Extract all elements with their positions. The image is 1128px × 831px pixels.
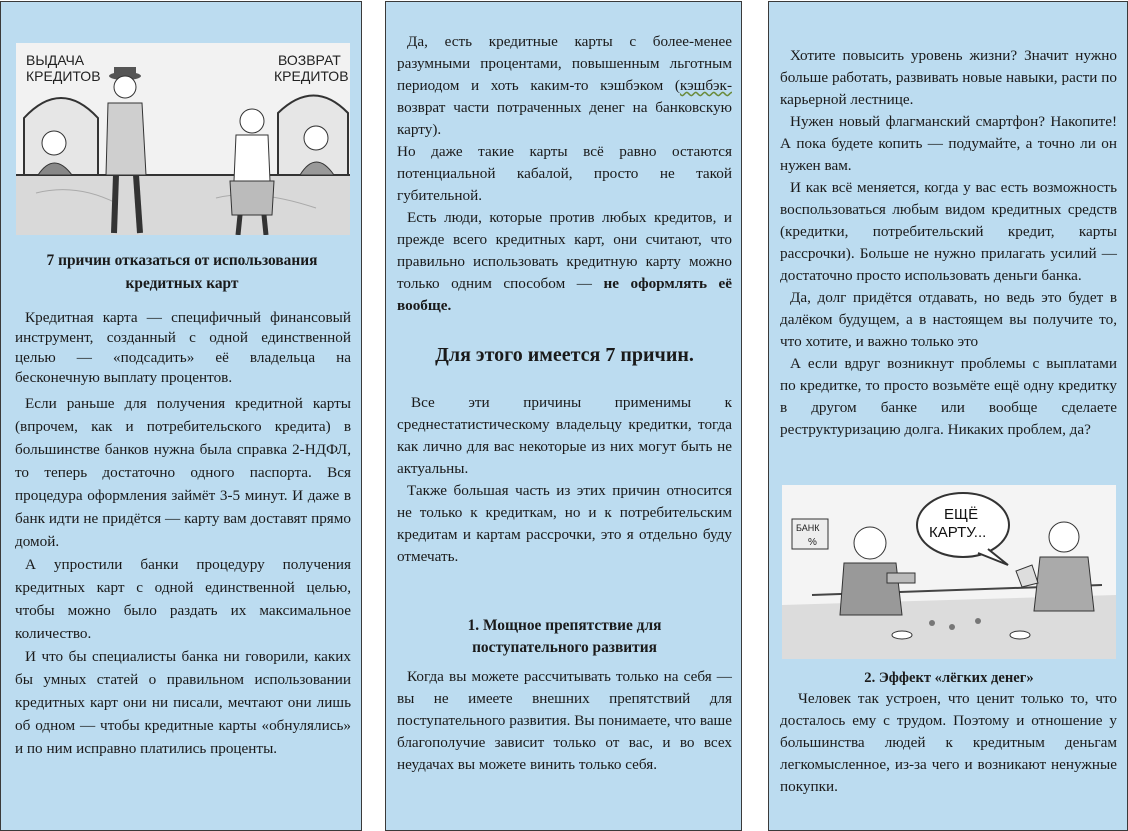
col3-paragraph-3: И как всё меняется, когда у вас есть возможность воспользоваться любым видом кредитных средств (кредитки, потребительский кредит, карты рассрочки). Больше не нужно прилагать усилий — достаточно просто использовать деньги банка. bbox=[780, 179, 1117, 284]
bubble-line1: ЕЩЁ bbox=[944, 506, 979, 523]
section-subtitle: Для этого имеется 7 причин. bbox=[435, 344, 694, 366]
col3-paragraph-1: Хотите повысить уровень жизни? Значит нужно больше работать, развивать новые навыки, расти по карьерной лестнице. bbox=[780, 47, 1117, 108]
cartoon-illustration-2 bbox=[782, 485, 1116, 659]
col1-paragraph-3: А упростили банки процедуру получения кредитных карт с одной единственной целью, чтобы можно было раздать их максимальное количество. bbox=[15, 556, 351, 642]
col2-paragraph-5: Также большая часть из этих причин относится не только к кредиткам, но и к потребительским кредитам и картам рассрочки, это я отдельно буду отмечать. bbox=[397, 482, 732, 565]
col2-p1-part-a: Да, есть кредитные карты с более-менее разумными процентами, повышенным льготным периодом и хоть каким-то кэшбэком ( bbox=[397, 33, 732, 94]
col2-text-mid bbox=[397, 392, 732, 568]
col3-paragraph-2: Нужен новый флагманский смартфон? Накопите! А пока будете копить — подумайте, а точно ли он нужен вам. bbox=[780, 113, 1117, 174]
heading-reason-1: 1. Мощное препятствие для поступательного развития bbox=[467, 617, 662, 656]
col2-paragraph-1 bbox=[397, 31, 732, 141]
col2-paragraph-4: Все эти причины применимы к среднестатистическому владельцу кредитки, тогда как лично для вас некоторые из них могут быть не актуальны. bbox=[397, 394, 732, 477]
col2-p3-bold: не оформлять её вообще. bbox=[397, 275, 732, 314]
col1-paragraph-4: И что бы специалисты банка ни говорили, каких бы умных статей о правильном использовании кредитных карт они ни писали, мечтают они лишь об одном — чтобы кредитные карты «обнулялись» и по ним исправно платились проценты. bbox=[15, 648, 351, 757]
left-panel bbox=[0, 1, 362, 831]
cartoon-credit-issue-return bbox=[16, 43, 350, 235]
col3-paragraph-6: Человек так устроен, что ценит только то, что досталось ему с трудом. Поэтому и отношение у большинства людей к кредитным деньгам легкомысленное, из-за чего и возникают ненужные покупки. bbox=[780, 690, 1117, 795]
percent-sign: % bbox=[808, 537, 817, 548]
cartoon-another-card bbox=[782, 485, 1116, 659]
right-panel bbox=[768, 1, 1128, 831]
left-sign-line2: КРЕДИТОВ bbox=[26, 68, 101, 84]
col1-paragraph-2: Если раньше для получения кредитной карты (впрочем, как и потребительского кредита) в большинстве банков нужна была справка 2-НДФЛ, то теперь достаточно одного паспорта. Вся процедура оформления займёт 3-5 минут. И даже в банк идти не придётся — карту вам доставят прямо домой. bbox=[15, 395, 351, 550]
heading-reason-2: 2. Эффект «лёгких денег» bbox=[864, 670, 1034, 686]
middle-panel bbox=[385, 1, 742, 831]
right-sign-line1: ВОЗВРАТ bbox=[278, 52, 341, 68]
col3-text-bottom bbox=[780, 688, 1117, 798]
col3-paragraph-4: Да, долг придётся отдавать, но ведь это будет в далёком будущем, а в настоящем вы получите то, что хотите, и важно только это bbox=[780, 289, 1117, 350]
left-sign-line1: ВЫДАЧА bbox=[26, 52, 85, 68]
col2-p3-part-a: Есть люди, которые против любых кредитов, и прежде всего кредитных карт, они считают, что правильно использовать кредитную карту можно только одним способом — bbox=[397, 209, 732, 292]
page-title: 7 причин отказаться от использования кредитных карт bbox=[46, 252, 318, 292]
col2-text-bottom bbox=[397, 666, 732, 776]
col2-paragraph-2: Но даже такие карты всё равно остаются потенциальной кабалой, просто не такой губительной. bbox=[397, 143, 732, 204]
cartoon-illustration bbox=[16, 43, 350, 235]
right-sign-line2: КРЕДИТОВ bbox=[274, 68, 349, 84]
bank-sign: БАНК bbox=[796, 523, 820, 533]
col2-paragraph-3 bbox=[397, 207, 732, 317]
col2-text-top bbox=[397, 31, 732, 317]
col2-paragraph-6: Когда вы можете рассчитывать только на себя — вы не имеете внешних препятствий для поступательного развития. Вы понимаете, что ваше благополучие зависит только от вас, и во всех неудачах вы можете винить только себя. bbox=[397, 668, 732, 773]
col1-paragraph-1: Кредитная карта — специфичный финансовый инструмент, созданный с одной единственной целью — «подсадить» её владельца на бесконечную выплату процентов. bbox=[15, 309, 351, 386]
col1-text bbox=[15, 308, 351, 760]
cashback-term: кэшбэк- bbox=[679, 77, 732, 94]
col3-paragraph-5: А если вдруг возникнут проблемы с выплатами по кредитке, то просто возьмёте ещё одну кредитку в другом банке или вообще сделаете реструктуризацию долга. Никаких проблем, да? bbox=[780, 355, 1117, 438]
col3-text-top bbox=[780, 45, 1117, 441]
bubble-line2: КАРТУ... bbox=[929, 524, 987, 541]
col2-p1-part-b: возврат части потраченных денег на банковскую карту). bbox=[397, 99, 732, 138]
